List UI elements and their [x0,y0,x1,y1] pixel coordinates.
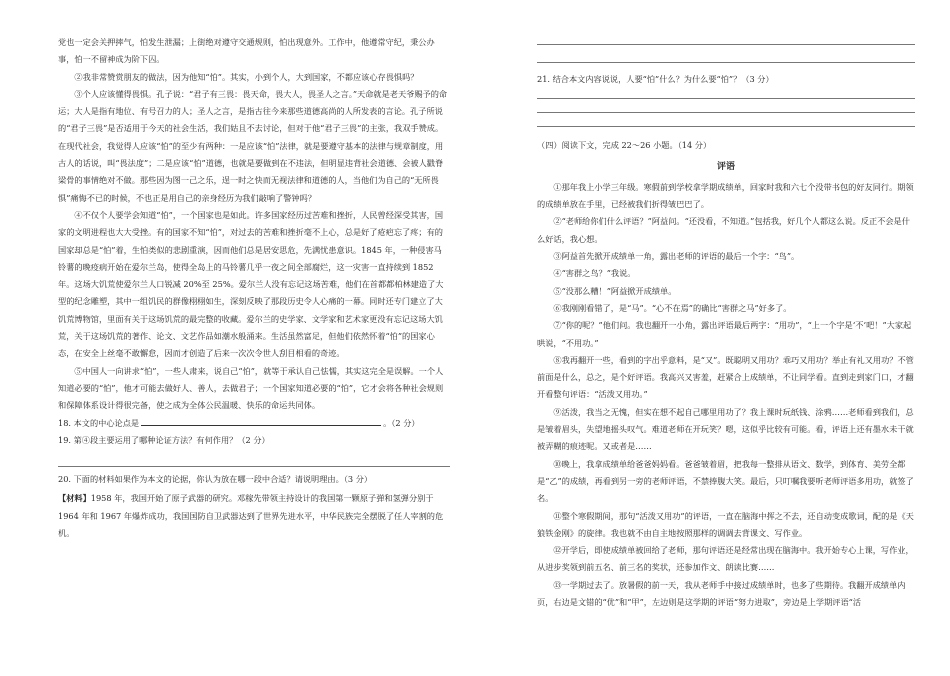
article-paragraph: ⑬一学期过去了。放暑假的前一天，我从老师手中接过成绩单时，也多了些期待。我翻开成绩单内页，右边是文错的“优”和“甲”，左边则是这学期的评语“努力进取”，旁边是上学期评语“活 [537,579,906,608]
question-18 [58,415,450,432]
question-19: 19. 第④段主要运用了哪种论证方法？有何作用？（2 分） [58,434,270,445]
question-21: 21. 结合本文内容说说，人要“怕”什么？为什么要“怕”？（3 分） [537,74,774,84]
article-paragraph: ⑩晚上，我拿成绩单给爸爸妈妈看。爸爸皱着眉，把我每一整排从语文、数学，到体育、美劳全都是“乙”的成绩，再看到另一旁的老师评语，不禁捧腹大笑。最后，只叮嘱我要听老师评语多用功，就签了名。 [537,458,914,504]
material-block [58,490,450,542]
article-paragraph: ⑪整个寒假期间，那句“活泼又用功”的评语，一直在脑海中挥之不去，还自动变成歌词，配的是《天狼铁金刚》的旋律。我也就不由自主地按照那样的调调去背课文、写作业。 [537,510,914,538]
article-paragraph: ⑨活泼，我当之无愧，但实在想不起自己哪里用功了？我上课时玩纸钱、涂鸦……老师看到我们，总是皱着眉头，失望地摇头叹气。难道老师在开玩笑？嗯，这似乎比较有可能。看，评语上还有墨水未干就被弄糊的痕迹呢。又或者是…… [537,406,914,452]
article-paragraph: ⑧我再翻开一些，看到的字出乎意料，是“又”。既聪明又用功？乖巧又用功？举止有礼又用功？不管前面是什么，总之，是个好评语。我高兴又害羞，赶紧合上成绩单，不让同学看。直到走到家门口，才翻开看整句评语：“活泼又用功。” [537,354,914,400]
article-paragraph: ⑥我刚刚看错了，是“马”。“心不在焉”的确比“害群之马”好多了。 [553,302,792,313]
paragraph-5: ⑤中国人一向讲求“怕”，一些人肃来，说自己“怕”，就等于承认自己怯懦，其实这完全是误解。一个人知道必要的“怕”，他才可能去做好人、善人，去做君子；一个国家知道必要的“怕”，它才会将各种社会规则和保障体系设计得很完备，使之成为全体公民温暖、快乐的命运共同体。 [58,365,444,411]
article-paragraph: ②“老师给你们什么评语？”阿益问。“还没看，不知道。”包括我，好几个人都这么说。反正不会是什么好话，我心想。 [537,216,910,244]
question-18-score: 。（2 分） [383,417,420,428]
paragraph-2: ②我非常赞赏朋友的做法，因为他知“怕”。其实，小到个人，大到国家，不都应该心存畏惧吗？ [74,71,419,82]
paragraph-4: ④不仅个人要学会知道“怕”，一个国家也是如此。许多国家经历过苦难和挫折，人民曾经深受其害，国家的文明进程也大大受挫。有的国家不知“怕”，对过去的苦难和挫折毫不上心，总是好了疮疤忘了疼；有的国家却总是“怕”着，生怕类似的悲剧重演，因而他们总是居安思危，先满忧患意识。1845 年，一种侵害马铃薯的晚疫病开始在爱尔兰岛，使得全岛上的马铃薯几乎一夜之间全部腐烂，这一灾害一直持续到 1852 年。这场大饥荒使爱尔兰人口锐减 20%至 25%。爱尔兰人没有忘记这场苦难，他们在首都都柏林建造了大型的纪念雕塑，其中一组饥民的群像栩栩如生，深刻反映了那段历史令人心痛的一幕。同时还专门建立了大饥荒博物馆，里面有关于这场饥荒的最完整的收藏。爱尔兰的史学家、文学家和艺术家更没有忘记这场大饥荒，关于这场饥荒的著作、论文、文艺作品如潮水般涌来。生活虽然富足，但他们依然怀着“怕”的国家心态，在安全上丝毫不敢懈怠，因而才创造了后来一次次令世人刮目相看的奇迹。 [58,209,444,359]
article-paragraph: ③阿益首先掀开成绩单一角，露出老师的评语的最后一个字：“鸟”。 [553,251,800,262]
article-paragraph: ⑫开学后，即使成绩单被回给了老师，那句评语还是经常出现在脑海中。我开始专心上课，写作业，从进步奖领到前五名、前三名的奖状，还参加作文、朗读比赛…… [537,545,914,573]
material-label: 【材料】 [58,493,91,504]
article-body [537,179,915,611]
material-text: 1958 年，我国开始了原子武器的研究。邓稼先带领主持设计的我国第一颗原子弹和氢弹分别于 1964 年和 1967 年爆炸成功，我国国防自卫武器达到了世界先进水平，中华民族完全摆脱了任人宰割的危机。 [58,493,444,539]
question-18-text: 18. 本文的中心论点是 [58,417,140,428]
left-column [58,34,450,542]
article-title: 评语 [716,161,735,172]
article-paragraph: ⑤“没那么糟！”阿益掀开成绩单。 [553,285,677,296]
paragraph-continuation: 党也一定会关押摔气，怕发生泄漏；上街绝对遵守交通规则，怕出现意外。工作中，他遵常守纪，秉公办事，怕一不留神成为阶下囚。 [58,37,435,65]
section-four-heading: （四）阅读下文，完成 22～26 小题。（14 分） [537,140,712,151]
article-paragraph: ④“害群之鸟？”我说。 [553,268,636,279]
paragraph-3: ③个人应该懂得畏惧。孔子说：“君子有三畏：畏天命，畏大人，畏圣人之言。”天命就是老天爷赐予的命运；大人是指有地位、有号召力的人；圣人之言，是指古往今来那些道德高尚的人所发表的言论。孔子所说的“君子三畏”是否适用于今天的社会生活，我们姑且不去讨论，但对于他“君子三畏”的主张，我双手赞成。在现代社会，我觉得人应该“怕”的至少有两种：一是应该“怕”法律，就是要遵守基本的法律与规章制度，用古人的话说，叫“畏法度”；二是应该“怕”道德，也就是要做到在不违法，但明显违背社会道德、会被人戳脊梁骨的事情绝对不做。那些因为图一己之乐，逞一时之快而无视法律和道德的人，当他们为自己的“无所畏惧”痛悔不已的时候，不也正是用自己的亲身经历为我们敲响了警钟吗？ [58,88,448,203]
answer-space-19 [58,449,450,466]
article-paragraph: ⑦“你的呢？”他们问。我也翻开一小角，露出评语最后两字：“用功”，“上一个字是‘不’吧！”大家起哄说，“不用功。” [537,320,912,348]
answer-blank-18[interactable] [141,416,381,426]
question-20: 20. 下面的材料如果作为本文的论据，你认为放在哪一段中合适？请说明理由。（3 分） [58,474,373,485]
article-paragraph: ①那年我上小学三年级。寒假前到学校拿学期成绩单，回家时我和六七个没带书包的好友同行。期领的成绩单放在手里，已经被我们折得皱巴巴了。 [537,181,914,210]
right-column [537,44,915,611]
